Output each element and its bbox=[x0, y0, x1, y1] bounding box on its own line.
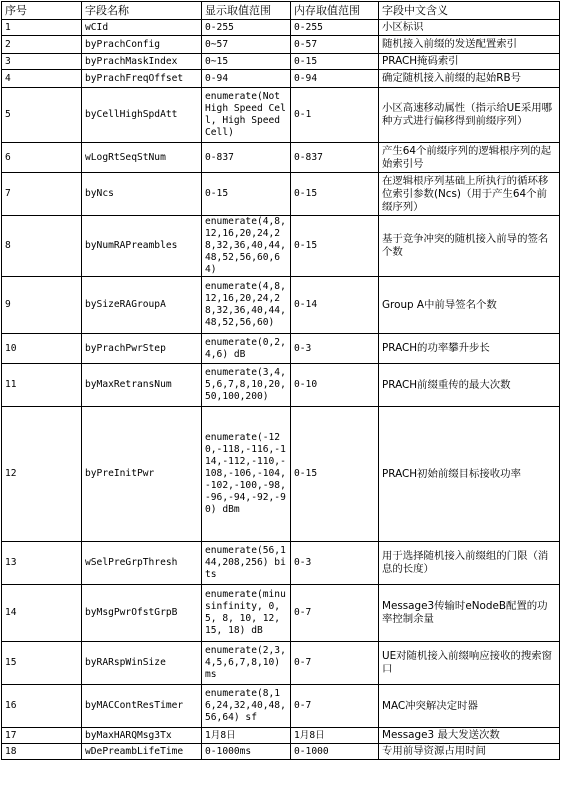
cell-no: 6 bbox=[2, 143, 82, 173]
table-row bbox=[2, 728, 560, 744]
cell-no: 18 bbox=[2, 744, 82, 760]
table-row bbox=[2, 54, 560, 70]
cell-display-range: enumerate(0,2,4,6) dB bbox=[202, 334, 291, 364]
cell-display-range: 0-837 bbox=[202, 143, 291, 173]
cell-no: 2 bbox=[2, 36, 82, 54]
cell-memory-range: 0-14 bbox=[291, 277, 379, 334]
parameter-table bbox=[1, 1, 560, 760]
cell-field-name: byCellHighSpdAtt bbox=[82, 88, 202, 143]
header-meaning: 字段中文含义 bbox=[379, 2, 560, 20]
cell-no: 12 bbox=[2, 407, 82, 542]
cell-display-range: enumerate(4,8,12,16,20,24,28,32,36,40,44,48,52,56,60) bbox=[202, 277, 291, 334]
cell-field-name: byMsgPwrOfstGrpB bbox=[82, 585, 202, 642]
cell-meaning: 专用前导资源占用时间 bbox=[379, 744, 560, 760]
cell-display-range: 0-255 bbox=[202, 20, 291, 36]
cell-no: 16 bbox=[2, 685, 82, 728]
cell-no: 1 bbox=[2, 20, 82, 36]
cell-no: 9 bbox=[2, 277, 82, 334]
cell-meaning: Message3传输时eNodeB配置的功率控制余量 bbox=[379, 585, 560, 642]
cell-meaning: 小区标识 bbox=[379, 20, 560, 36]
cell-no: 7 bbox=[2, 173, 82, 216]
cell-meaning: PRACH初始前缀目标接收功率 bbox=[379, 407, 560, 542]
cell-no: 10 bbox=[2, 334, 82, 364]
cell-memory-range: 0-1000 bbox=[291, 744, 379, 760]
header-memory-range: 内存取值范围 bbox=[291, 2, 379, 20]
table-row bbox=[2, 585, 560, 642]
table-row bbox=[2, 744, 560, 760]
table-row bbox=[2, 407, 560, 542]
cell-memory-range: 0-7 bbox=[291, 685, 379, 728]
cell-memory-range: 0-15 bbox=[291, 216, 379, 277]
table-row bbox=[2, 334, 560, 364]
table-row bbox=[2, 642, 560, 685]
header-row bbox=[2, 2, 560, 20]
header-field-name: 字段名称 bbox=[82, 2, 202, 20]
cell-meaning: 小区高速移动属性（指示给UE采用哪种方式进行偏移得到前缀序列） bbox=[379, 88, 560, 143]
table-row bbox=[2, 20, 560, 36]
cell-memory-range: 0-255 bbox=[291, 20, 379, 36]
cell-memory-range: 0-15 bbox=[291, 173, 379, 216]
cell-meaning: 随机接入前缀的发送配置索引 bbox=[379, 36, 560, 54]
cell-no: 8 bbox=[2, 216, 82, 277]
cell-no: 11 bbox=[2, 364, 82, 407]
cell-meaning: UE对随机接入前缀响应接收的搜索窗口 bbox=[379, 642, 560, 685]
table-row bbox=[2, 542, 560, 585]
cell-no: 5 bbox=[2, 88, 82, 143]
cell-field-name: byPrachMaskIndex bbox=[82, 54, 202, 70]
table-row bbox=[2, 143, 560, 173]
table-row bbox=[2, 173, 560, 216]
cell-no: 3 bbox=[2, 54, 82, 70]
cell-memory-range: 0-3 bbox=[291, 542, 379, 585]
cell-field-name: byRARspWinSize bbox=[82, 642, 202, 685]
table-row bbox=[2, 70, 560, 88]
cell-no: 17 bbox=[2, 728, 82, 744]
cell-memory-range: 0-7 bbox=[291, 642, 379, 685]
cell-meaning: 用于选择随机接入前缀组的门限（消息的长度） bbox=[379, 542, 560, 585]
cell-field-name: byNumRAPreambles bbox=[82, 216, 202, 277]
cell-meaning: 确定随机接入前缀的起始RB号 bbox=[379, 70, 560, 88]
cell-meaning: PRACH掩码索引 bbox=[379, 54, 560, 70]
cell-display-range: enumerate(minusinfinity, 0, 5, 8, 10, 12, 15, 18) dB bbox=[202, 585, 291, 642]
header-no: 序号 bbox=[2, 2, 82, 20]
cell-field-name: byMaxRetransNum bbox=[82, 364, 202, 407]
cell-display-range: 0-1000ms bbox=[202, 744, 291, 760]
cell-memory-range: 0-10 bbox=[291, 364, 379, 407]
table-row bbox=[2, 277, 560, 334]
cell-display-range: enumerate(3,4,5,6,7,8,10,20,50,100,200) bbox=[202, 364, 291, 407]
cell-no: 13 bbox=[2, 542, 82, 585]
cell-display-range: 0-94 bbox=[202, 70, 291, 88]
cell-field-name: wCId bbox=[82, 20, 202, 36]
cell-no: 4 bbox=[2, 70, 82, 88]
header-display-range: 显示取值范围 bbox=[202, 2, 291, 20]
cell-field-name: byNcs bbox=[82, 173, 202, 216]
cell-memory-range: 1月8日 bbox=[291, 728, 379, 744]
cell-display-range: enumerate(56,144,208,256) bits bbox=[202, 542, 291, 585]
cell-memory-range: 0-7 bbox=[291, 585, 379, 642]
cell-meaning: PRACH前缀重传的最大次数 bbox=[379, 364, 560, 407]
cell-field-name: wSelPreGrpThresh bbox=[82, 542, 202, 585]
table-row bbox=[2, 36, 560, 54]
cell-meaning: 基于竞争冲突的随机接入前导的签名个数 bbox=[379, 216, 560, 277]
cell-display-range: enumerate(8,16,24,32,40,48,56,64) sf bbox=[202, 685, 291, 728]
cell-memory-range: 0-1 bbox=[291, 88, 379, 143]
cell-memory-range: 0-3 bbox=[291, 334, 379, 364]
cell-field-name: byPreInitPwr bbox=[82, 407, 202, 542]
cell-memory-range: 0-837 bbox=[291, 143, 379, 173]
table-row bbox=[2, 88, 560, 143]
table-row bbox=[2, 216, 560, 277]
cell-no: 15 bbox=[2, 642, 82, 685]
cell-memory-range: 0-15 bbox=[291, 407, 379, 542]
cell-meaning: 产生64个前缀序列的逻辑根序列的起始索引号 bbox=[379, 143, 560, 173]
cell-field-name: byMACContResTimer bbox=[82, 685, 202, 728]
cell-display-range: 0-15 bbox=[202, 173, 291, 216]
cell-field-name: byPrachPwrStep bbox=[82, 334, 202, 364]
cell-meaning: 在逻辑根序列基础上所执行的循环移位索引参数(Ncs)（用于产生64个前缀序列） bbox=[379, 173, 560, 216]
cell-field-name: byPrachConfig bbox=[82, 36, 202, 54]
table-row bbox=[2, 364, 560, 407]
cell-meaning: Group A中前导签名个数 bbox=[379, 277, 560, 334]
cell-field-name: byMaxHARQMsg3Tx bbox=[82, 728, 202, 744]
cell-field-name: wDePreambLifeTime bbox=[82, 744, 202, 760]
cell-field-name: bySizeRAGroupA bbox=[82, 277, 202, 334]
cell-meaning: PRACH的功率攀升步长 bbox=[379, 334, 560, 364]
cell-display-range: 1月8日 bbox=[202, 728, 291, 744]
cell-no: 14 bbox=[2, 585, 82, 642]
cell-display-range: enumerate(4,8,12,16,20,24,28,32,36,40,44,48,52,56,60,64) bbox=[202, 216, 291, 277]
cell-display-range: enumerate(Not High Speed Cell, High Speed Cell) bbox=[202, 88, 291, 143]
cell-display-range: 0~15 bbox=[202, 54, 291, 70]
cell-field-name: byPrachFreqOffset bbox=[82, 70, 202, 88]
cell-display-range: 0~57 bbox=[202, 36, 291, 54]
cell-memory-range: 0-15 bbox=[291, 54, 379, 70]
cell-memory-range: 0-94 bbox=[291, 70, 379, 88]
cell-display-range: enumerate(2,3,4,5,6,7,8,10) ms bbox=[202, 642, 291, 685]
cell-meaning: MAC冲突解决定时器 bbox=[379, 685, 560, 728]
table-body bbox=[2, 20, 560, 760]
cell-display-range: enumerate(-120,-118,-116,-114,-112,-110,-108,-106,-104,-102,-100,-98,-96,-94,-92,-90) dBm bbox=[202, 407, 291, 542]
table-row bbox=[2, 685, 560, 728]
cell-field-name: wLogRtSeqStNum bbox=[82, 143, 202, 173]
cell-meaning: Message3 最大发送次数 bbox=[379, 728, 560, 744]
cell-memory-range: 0-57 bbox=[291, 36, 379, 54]
